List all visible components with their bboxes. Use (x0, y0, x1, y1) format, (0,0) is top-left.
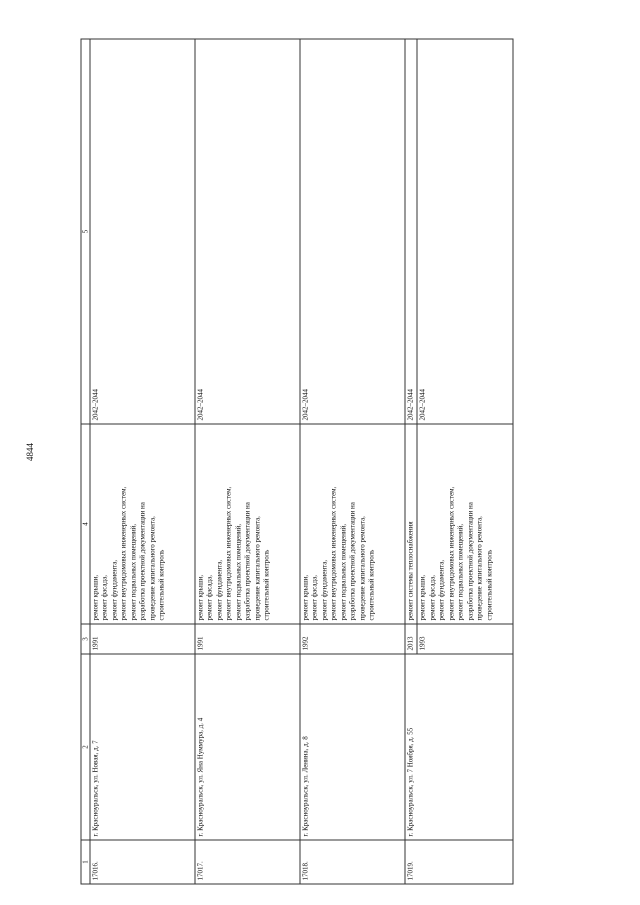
work-item: ремонт фундамента, (320, 559, 329, 621)
column-header: 3 (81, 624, 90, 654)
address-cell: г. Красноуральск, ул. Новая, д. 7 (90, 654, 195, 840)
year-cell: 1993 (417, 624, 513, 654)
address-cell: г. Красноуральск, ул. Ленина, д. 8 (300, 654, 405, 840)
work-item: ремонт внутридомовых инженерных систем, (329, 486, 338, 621)
column-header: 2 (81, 654, 90, 840)
work-item: ремонт крыши, (91, 574, 100, 621)
works-cell (300, 424, 405, 624)
column-header: 4 (81, 424, 90, 624)
work-item: ремонт подвальных помещений, (129, 523, 138, 621)
work-item: проведение капитального ремонта, (475, 516, 484, 621)
work-item: ремонт внутридомовых инженерных систем, (119, 486, 128, 621)
table-row (405, 39, 417, 884)
address-cell: г. Красноуральск, ул. Яна Нуммура, д. 4 (195, 654, 300, 840)
work-item: проведение капитального ремонта, (253, 516, 262, 621)
work-item: ремонт фундамента, (110, 559, 119, 621)
table-row (300, 39, 405, 884)
row-number: 17019. (405, 840, 513, 884)
work-item: строительный контроль (157, 549, 166, 621)
works-cell (90, 424, 195, 624)
repair-schedule-table (81, 39, 514, 885)
work-item: ремонт фасада, (428, 575, 437, 621)
works-cell (417, 424, 513, 624)
work-item: строительный контроль (262, 549, 271, 621)
work-item: ремонт фундамента, (437, 559, 446, 621)
work-item: ремонт фасада, (205, 575, 214, 621)
row-number: 17016. (90, 840, 195, 884)
work-item: ремонт внутридомовых инженерных систем, (224, 486, 233, 621)
column-number-header (81, 39, 90, 884)
year-cell: 1991 (195, 624, 300, 654)
work-item: ремонт фасада, (310, 575, 319, 621)
work-item: разработка проектной документации на (138, 502, 147, 621)
row-number: 17017. (195, 840, 300, 884)
column-header: 5 (81, 39, 90, 424)
period-cell: 2042–2044 (90, 39, 195, 424)
works-cell: ремонт системы теплоснабжения (405, 424, 417, 624)
work-item: разработка проектной документации на (243, 502, 252, 621)
year-cell: 1991 (90, 624, 195, 654)
column-header: 1 (81, 840, 90, 884)
rotated-page (81, 40, 520, 885)
year-cell: 1992 (300, 624, 405, 654)
page-number: 4844 (25, 443, 35, 461)
work-item: ремонт внутридомовых инженерных систем, (447, 486, 456, 621)
work-item: ремонт крыши, (196, 574, 205, 621)
work-item: проведение капитального ремонта, (148, 516, 157, 621)
work-item: разработка проектной документации на (348, 502, 357, 621)
work-item: ремонт подвальных помещений, (234, 523, 243, 621)
work-item: ремонт подвальных помещений, (339, 523, 348, 621)
work-item: ремонт фундамента, (215, 559, 224, 621)
work-item: ремонт подвальных помещений, (456, 523, 465, 621)
table-row (195, 39, 300, 884)
period-cell: 2042–2044 (405, 39, 417, 424)
period-cell: 2042–2044 (195, 39, 300, 424)
work-item: строительный контроль (485, 549, 493, 621)
work-item: строительный контроль (367, 549, 376, 621)
period-cell: 2042–2044 (417, 39, 513, 424)
work-item: ремонт крыши, (301, 574, 310, 621)
work-item: проведение капитального ремонта, (358, 516, 367, 621)
row-number: 17018. (300, 840, 405, 884)
work-item: разработка проектной документации на (466, 502, 475, 621)
work-item: ремонт крыши, (418, 574, 427, 621)
period-cell: 2042–2044 (300, 39, 405, 424)
year-cell: 2013 (405, 624, 417, 654)
works-cell (195, 424, 300, 624)
address-cell: г. Красноуральск, ул. 7 Ноября, д. 55 (405, 654, 513, 840)
work-item: ремонт фасада, (100, 575, 109, 621)
table-row (90, 39, 195, 884)
